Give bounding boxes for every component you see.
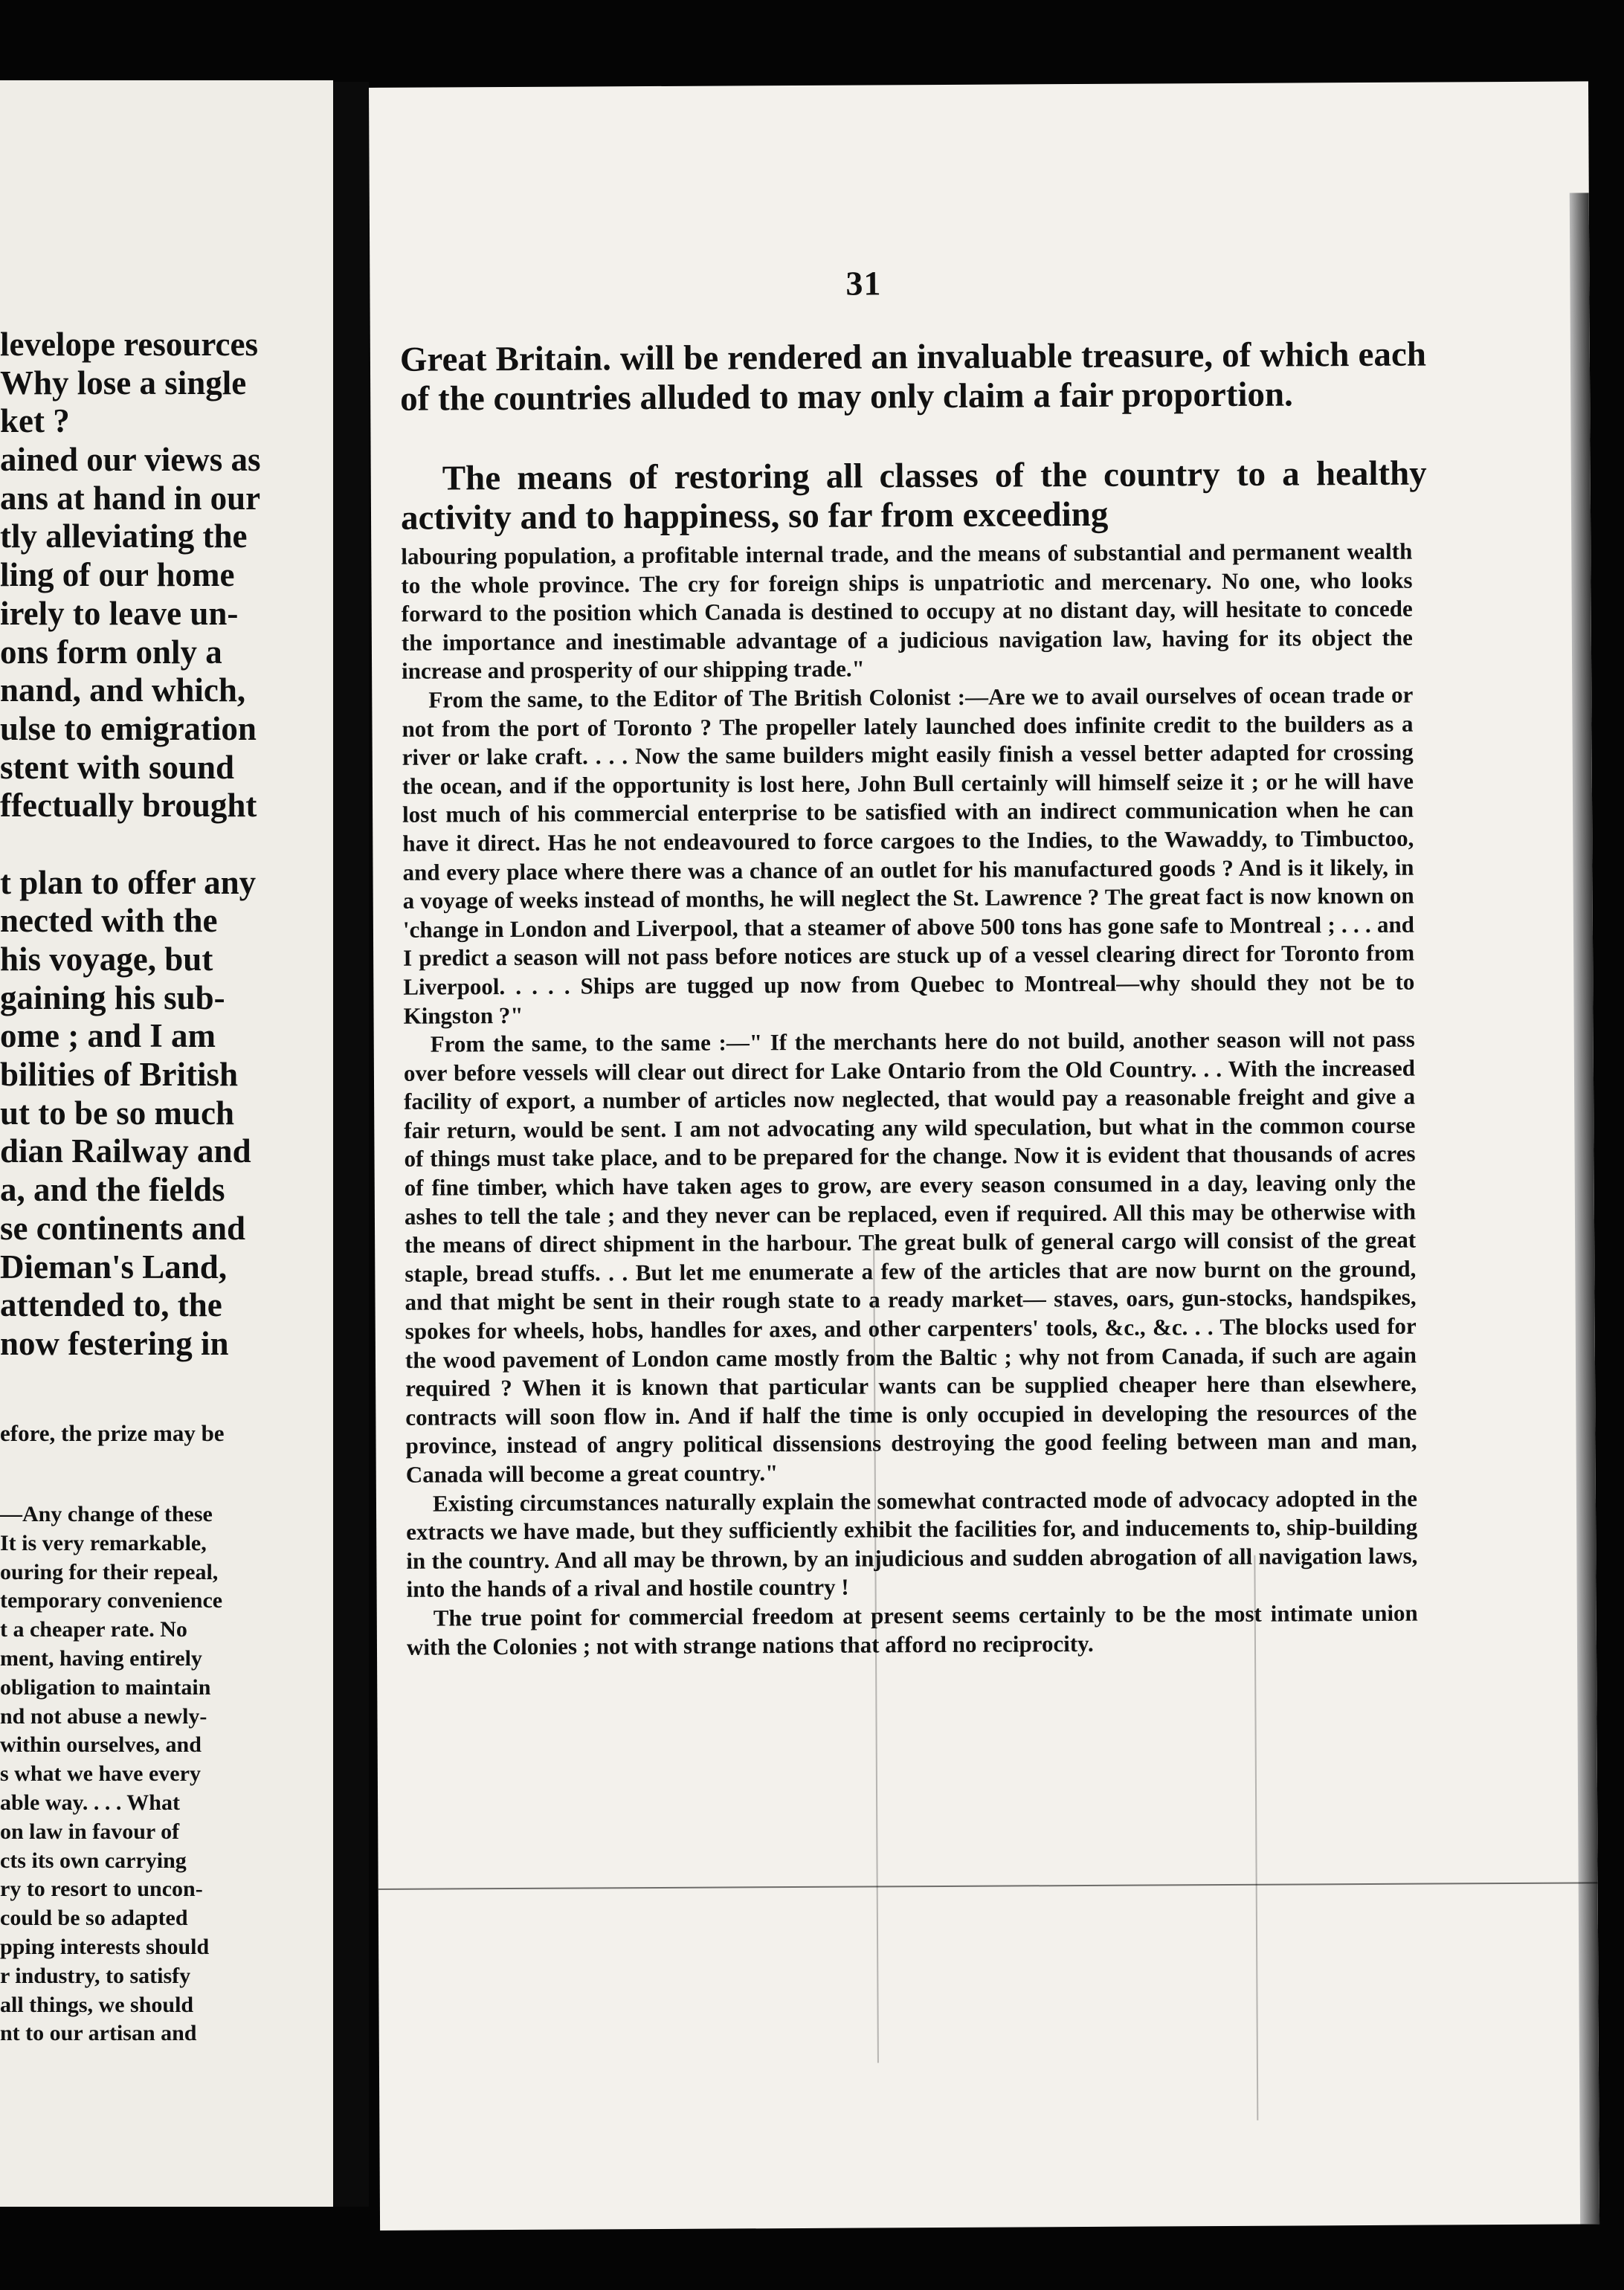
left-line: all things, we should: [0, 1992, 194, 2017]
left-line: within ourselves, and: [0, 1732, 202, 1758]
left-line: levelope resources: [0, 326, 258, 363]
left-page-small-text: [0, 1500, 320, 2048]
left-line: nd not abuse a newly-: [0, 1703, 207, 1729]
left-line: gaining his sub-: [0, 978, 225, 1016]
left-line: tly alleviating the: [0, 517, 248, 555]
left-line: ome ; and I am: [0, 1017, 216, 1055]
body-paragraph: Existing circumstances naturally explain the somewhat contracted mode of advocacy adopted in the extracts we have made, but they sufficiently exhibit the facilities for, and inducements to, ship-building in the country. And all may be thrown, by an injudicious and sudden abrogation of all navigation laws, into the hands of a rival and hostile country !: [406, 1485, 1418, 1603]
left-line: pping interests should: [0, 1934, 210, 1959]
lead-paragraph-2: The means of restoring all classes of the country to a healthy activity and to happiness, so far from exceeding: [400, 454, 1427, 538]
lead-paragraph: [401, 454, 1428, 538]
body-paragraph: From the same, to the same :—" If the merchants here do not build, another season will not pass over before vessels will clear out direct for Lake Ontario from the Old Country. . . With the increased facility of export, a number of articles now neglected, that would pay a reasonable freight and give a fair return, would be sent. I am not advocating any wild speculation, but what in the common course of things must take place, and to be prepared for the change. Now it is evident that thousands of acres of fine timber, which have taken ages to grow, are every season consumed in a day, leaving only the ashes to tell the tale ; and they never can be replaced, even if required. All this may be otherwise with the means of direct shipment in the harbour. The great bulk of general cargo will consist of the great staple, bread stuffs. . . But let me enumerate a few of the articles that are now burnt on the ground, and that might be sent in their rough state to a ready market— staves, oars, gun-stocks, handspikes, spokes for wheels, hobs, handles for axes, and other carpenters' tools, &c., &c. . . The blocks used for the wood pavement of London came mostly from the Baltic ; why not from Canada, if such are again required ? When it is known that particular wants can be supplied cheaper here than elsewhere, contracts will soon flow in. And if half the time is only occupied in developing the resources of the province, instead of angry political dissensions destroying the good feeling between man and man, Canada will become a great country.": [403, 1025, 1417, 1488]
book-gutter: [333, 82, 369, 2207]
body-text: [401, 538, 1418, 1662]
left-line: ulse to emigration: [0, 709, 257, 747]
left-line: ained our views as: [0, 441, 261, 479]
left-line: ouring for their repeal,: [0, 1559, 219, 1584]
body-paragraph: From the same, to the Editor of The British Colonist :—Are we to avail ourselves of ocean trade or not from the port of Toronto ? The propeller lately launched does infinite credit to the builders as a river or lake craft. . . . Now the same builders might easily finish a vessel better adapted for crossing the ocean, and if the opportunity is lost here, John Bull certainly will himself seize it ; or he will have lost much of his commercial enterprise to be satisfied with an indirect communication when he can have it direct. Has he not endeavoured to force cargoes to the Indies, to the Wawaddy, to Timbuctoo, and every place where there was a chance of an outlet for his manufactured goods ? And is it likely, in a voyage of weeks instead of months, he will neglect the St. Lawrence ? The great fact is now known on 'change in London and Liverpool, that a steamer of above 500 tons has gone safe to Montreal ; . . . and I predict a season will not pass before notices are stuck up of a vessel clearing direct for Toronto from Liverpool. . . . . Ships are tugged up now from Quebec to Montreal—why should they not be to Kingston ?": [402, 681, 1415, 1029]
right-page: [369, 81, 1599, 2231]
page-edge-shadow: [1570, 193, 1599, 2231]
left-line: nand, and which,: [0, 671, 246, 709]
left-line: Dieman's Land,: [0, 1248, 228, 1286]
lead-paragraph-1: Great Britain. will be rendered an invaluable treasure, of which each of the countries alluded to may only claim a fair proportion.: [399, 335, 1427, 419]
left-line: It is very remarkable,: [0, 1530, 207, 1555]
left-line: attended to, the: [0, 1286, 222, 1324]
left-line: ment, having entirely: [0, 1645, 202, 1671]
left-line: temporary convenience: [0, 1588, 223, 1613]
left-line: [0, 825, 320, 864]
body-paragraph: labouring population, a profitable internal trade, and the means of substantial and permanent wealth to the whole province. The cry for foreign ships is unpatriotic and mercenary. No one, who looks forward to the position which Canada is destined to occupy at no distant day, will hesitate to concede the importance and inestimable advantage of a judicious navigation law, having for its object the increase and prosperity of our shipping trade.": [401, 538, 1413, 685]
scan-crease-line: [378, 1882, 1598, 1890]
left-line: ry to resort to uncon-: [0, 1877, 203, 1902]
left-line: ket ?: [0, 402, 70, 440]
left-page-mid-line: efore, the prize may be: [0, 1420, 225, 1446]
left-line: cts its own carrying: [0, 1848, 187, 1873]
left-line: dian Railway and: [0, 1132, 251, 1170]
left-line: nected with the: [0, 902, 218, 940]
left-line: ut to be so much: [0, 1094, 235, 1132]
left-line: a, and the fields: [0, 1171, 225, 1209]
left-line: Why lose a single: [0, 364, 247, 401]
left-line: his voyage, but: [0, 941, 213, 978]
left-page: [0, 80, 333, 2207]
left-line: on law in favour of: [0, 1819, 180, 1844]
left-line: bilities of British: [0, 1056, 239, 1094]
left-line: ans at hand in our: [0, 479, 261, 517]
left-line: obligation to maintain: [0, 1674, 211, 1700]
page-number: 31: [845, 264, 882, 303]
left-page-large-text: [0, 326, 320, 1364]
left-line: irely to leave un-: [0, 594, 239, 632]
left-line: ling of our home: [0, 556, 235, 594]
left-line: r industry, to satisfy: [0, 1963, 191, 1988]
left-line: nt to our artisan and: [0, 2021, 197, 2046]
left-line: now festering in: [0, 1324, 229, 1362]
left-line: t a cheaper rate. No: [0, 1617, 187, 1642]
body-paragraph: The true point for commercial freedom at present seems certainly to be the most intimate union with the Colonies ; not with strange nations that afford no reciprocity.: [406, 1599, 1418, 1660]
left-line: ffectually brought: [0, 787, 257, 825]
left-line: —Any change of these: [0, 1502, 213, 1526]
left-line: se continents and: [0, 1209, 246, 1247]
lead-paragraph: [400, 335, 1427, 419]
left-line: able way. . . . What: [0, 1790, 180, 1815]
left-line: s what we have every: [0, 1761, 201, 1787]
left-line: could be so adapted: [0, 1906, 188, 1931]
left-line: t plan to offer any: [0, 863, 257, 901]
left-line: ons form only a: [0, 633, 222, 671]
left-line: stent with sound: [0, 748, 235, 786]
